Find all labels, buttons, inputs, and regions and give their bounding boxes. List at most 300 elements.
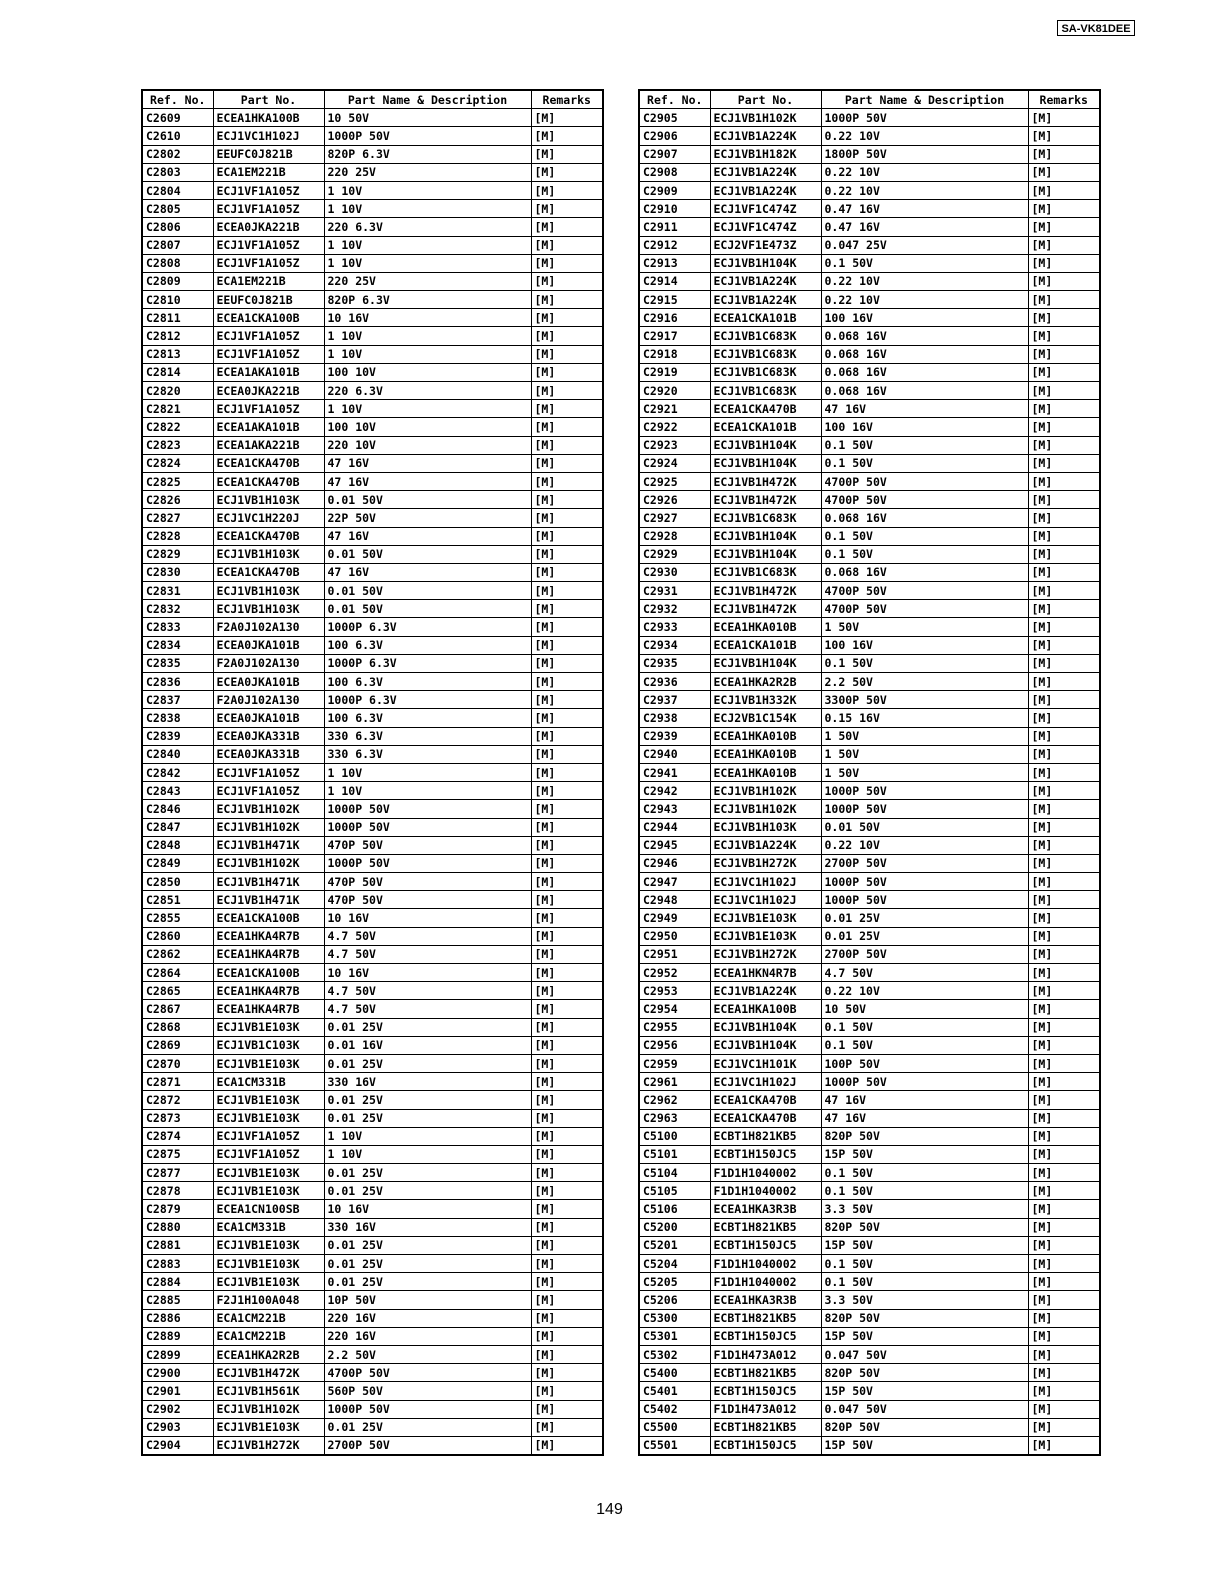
description-cell: 100 16V (821, 636, 1028, 654)
ref-no-cell: C2944 (639, 818, 710, 836)
remarks-cell: [M] (531, 1127, 603, 1145)
part-no-cell: ECJ1VB1H102K (710, 109, 821, 127)
remarks-cell: [M] (531, 1200, 603, 1218)
remarks-cell: [M] (531, 1345, 603, 1363)
part-no-cell: ECEA1CKA470B (213, 527, 324, 545)
part-no-cell: ECJ1VF1A105Z (213, 782, 324, 800)
description-cell: 10 16V (324, 1200, 531, 1218)
remarks-cell: [M] (531, 1364, 603, 1382)
part-no-cell: ECJ1VC1H102J (710, 1073, 821, 1091)
column-header-remarks: Remarks (1028, 90, 1100, 109)
description-cell: 100 6.3V (324, 673, 531, 691)
description-cell: 1 10V (324, 400, 531, 418)
description-cell: 1800P 50V (821, 145, 1028, 163)
part-no-cell: ECJ1VC1H102J (710, 891, 821, 909)
part-no-cell: ECJ1VB1H104K (710, 1018, 821, 1036)
remarks-cell: [M] (531, 109, 603, 127)
description-cell: 0.1 50V (821, 1018, 1028, 1036)
description-cell: 330 16V (324, 1073, 531, 1091)
part-no-cell: ECJ1VB1A224K (710, 127, 821, 145)
table-row (639, 181, 1100, 199)
ref-no-cell: C2826 (142, 491, 213, 509)
table-row (142, 1073, 603, 1091)
column-header-description: Part Name & Description (324, 90, 531, 109)
part-no-cell: ECEA1CKA470B (710, 400, 821, 418)
description-cell: 1000P 50V (821, 873, 1028, 891)
description-cell: 15P 50V (821, 1236, 1028, 1254)
ref-no-cell: C2868 (142, 1018, 213, 1036)
remarks-cell: [M] (1028, 1364, 1100, 1382)
description-cell: 10 16V (324, 309, 531, 327)
description-cell: 4700P 50V (324, 1364, 531, 1382)
description-cell: 0.1 50V (821, 527, 1028, 545)
table-row (142, 145, 603, 163)
description-cell: 4.7 50V (324, 1000, 531, 1018)
part-no-cell: ECJ1VB1H102K (213, 800, 324, 818)
description-cell: 100 10V (324, 363, 531, 381)
table-row (142, 200, 603, 218)
remarks-cell: [M] (1028, 272, 1100, 290)
part-no-cell: ECA1CM331B (213, 1073, 324, 1091)
remarks-cell: [M] (531, 727, 603, 745)
remarks-cell: [M] (1028, 109, 1100, 127)
table-row (142, 800, 603, 818)
part-no-cell: ECEA0JKA221B (213, 382, 324, 400)
remarks-cell: [M] (1028, 472, 1100, 490)
ref-no-cell: C2609 (142, 109, 213, 127)
table-row (639, 836, 1100, 854)
remarks-cell: [M] (531, 1109, 603, 1127)
remarks-cell: [M] (531, 254, 603, 272)
ref-no-cell: C2962 (639, 1091, 710, 1109)
table-row (639, 1436, 1100, 1455)
part-no-cell: ECA1CM331B (213, 1218, 324, 1236)
description-cell: 1000P 50V (821, 1073, 1028, 1091)
remarks-cell: [M] (1028, 454, 1100, 472)
table-row (639, 254, 1100, 272)
part-no-cell: F1D1H473A012 (710, 1345, 821, 1363)
description-cell: 0.01 50V (821, 818, 1028, 836)
table-row (142, 636, 603, 654)
part-no-cell: ECJ1VF1A105Z (213, 254, 324, 272)
table-row (639, 1073, 1100, 1091)
ref-no-cell: C2954 (639, 1000, 710, 1018)
ref-no-cell: C2931 (639, 582, 710, 600)
ref-no-cell: C2933 (639, 618, 710, 636)
ref-no-cell: C2846 (142, 800, 213, 818)
table-row (142, 1327, 603, 1345)
table-row (142, 1109, 603, 1127)
ref-no-cell: C2831 (142, 582, 213, 600)
table-row (142, 873, 603, 891)
ref-no-cell: C2911 (639, 218, 710, 236)
ref-no-cell: C2821 (142, 400, 213, 418)
table-row (639, 854, 1100, 872)
table-row (639, 454, 1100, 472)
description-cell: 47 16V (821, 1091, 1028, 1109)
remarks-cell: [M] (1028, 181, 1100, 199)
table-row (639, 818, 1100, 836)
part-no-cell: ECJ1VB1C683K (710, 327, 821, 345)
remarks-cell: [M] (1028, 763, 1100, 781)
part-no-cell: ECA1CM221B (213, 1327, 324, 1345)
description-cell: 820P 6.3V (324, 291, 531, 309)
table-row (639, 291, 1100, 309)
part-no-cell: ECJ1VB1C683K (710, 363, 821, 381)
part-no-cell: ECJ1VF1A105Z (213, 181, 324, 199)
part-no-cell: ECEA1CKA100B (213, 309, 324, 327)
ref-no-cell: C2886 (142, 1309, 213, 1327)
remarks-cell: [M] (531, 272, 603, 290)
remarks-cell: [M] (531, 1036, 603, 1054)
column-header-description: Part Name & Description (821, 90, 1028, 109)
description-cell: 3.3 50V (821, 1291, 1028, 1309)
table-row (142, 1345, 603, 1363)
part-no-cell: ECJ1VB1H272K (710, 945, 821, 963)
description-cell: 0.47 16V (821, 218, 1028, 236)
description-cell: 470P 50V (324, 836, 531, 854)
table-row (142, 563, 603, 581)
ref-no-cell: C2922 (639, 418, 710, 436)
remarks-cell: [M] (1028, 1200, 1100, 1218)
description-cell: 1 10V (324, 345, 531, 363)
table-row (639, 1400, 1100, 1418)
description-cell: 2700P 50V (821, 945, 1028, 963)
ref-no-cell: C2950 (639, 927, 710, 945)
description-cell: 0.1 50V (821, 654, 1028, 672)
ref-no-cell: C2867 (142, 1000, 213, 1018)
remarks-cell: [M] (1028, 1109, 1100, 1127)
remarks-cell: [M] (531, 1000, 603, 1018)
remarks-cell: [M] (531, 418, 603, 436)
ref-no-cell: C2920 (639, 382, 710, 400)
description-cell: 330 6.3V (324, 745, 531, 763)
part-no-cell: ECBT1H150JC5 (710, 1436, 821, 1455)
ref-no-cell: C2827 (142, 509, 213, 527)
remarks-cell: [M] (531, 945, 603, 963)
table-row (639, 145, 1100, 163)
remarks-cell: [M] (531, 745, 603, 763)
description-cell: 0.047 50V (821, 1400, 1028, 1418)
table-row (142, 654, 603, 672)
ref-no-cell: C2939 (639, 727, 710, 745)
ref-no-cell: C2837 (142, 691, 213, 709)
ref-no-cell: C2905 (639, 109, 710, 127)
description-cell: 4700P 50V (821, 600, 1028, 618)
ref-no-cell: C2830 (142, 563, 213, 581)
table-row (639, 727, 1100, 745)
remarks-cell: [M] (531, 363, 603, 381)
part-no-cell: ECJ1VB1C683K (710, 345, 821, 363)
description-cell: 15P 50V (821, 1327, 1028, 1345)
table-row (639, 418, 1100, 436)
part-no-cell: ECEA1CKA100B (213, 909, 324, 927)
ref-no-cell: C2881 (142, 1236, 213, 1254)
remarks-cell: [M] (1028, 654, 1100, 672)
table-row (639, 1273, 1100, 1291)
part-no-cell: ECJ1VB1E103K (213, 1164, 324, 1182)
ref-no-cell: C2889 (142, 1327, 213, 1345)
ref-no-cell: C5400 (639, 1364, 710, 1382)
description-cell: 15P 50V (821, 1436, 1028, 1455)
table-row (142, 491, 603, 509)
ref-no-cell: C2924 (639, 454, 710, 472)
ref-no-cell: C2901 (142, 1382, 213, 1400)
remarks-cell: [M] (1028, 127, 1100, 145)
part-no-cell: ECJ1VB1A224K (710, 163, 821, 181)
description-cell: 1 10V (324, 1127, 531, 1145)
table-row (639, 618, 1100, 636)
description-cell: 2.2 50V (821, 673, 1028, 691)
description-cell: 4.7 50V (324, 945, 531, 963)
table-row (639, 200, 1100, 218)
ref-no-cell: C5501 (639, 1436, 710, 1455)
table-row (639, 673, 1100, 691)
ref-no-cell: C2945 (639, 836, 710, 854)
part-no-cell: ECEA1CKA470B (213, 563, 324, 581)
ref-no-cell: C5402 (639, 1400, 710, 1418)
remarks-cell: [M] (1028, 200, 1100, 218)
remarks-cell: [M] (531, 200, 603, 218)
ref-no-cell: C2963 (639, 1109, 710, 1127)
remarks-cell: [M] (1028, 236, 1100, 254)
part-no-cell: ECEA1CN100SB (213, 1200, 324, 1218)
description-cell: 1 10V (324, 763, 531, 781)
table-row (639, 400, 1100, 418)
ref-no-cell: C2851 (142, 891, 213, 909)
remarks-cell: [M] (531, 1436, 603, 1455)
ref-no-cell: C5104 (639, 1164, 710, 1182)
description-cell: 1000P 50V (821, 891, 1028, 909)
ref-no-cell: C2929 (639, 545, 710, 563)
description-cell: 4700P 50V (821, 582, 1028, 600)
description-cell: 100 10V (324, 418, 531, 436)
description-cell: 4.7 50V (821, 964, 1028, 982)
remarks-cell: [M] (531, 709, 603, 727)
table-row (639, 472, 1100, 490)
description-cell: 1000P 50V (324, 1400, 531, 1418)
description-cell: 47 16V (324, 454, 531, 472)
description-cell: 1 10V (324, 181, 531, 199)
remarks-cell: [M] (1028, 982, 1100, 1000)
table-row (142, 1218, 603, 1236)
part-no-cell: ECJ2VF1E473Z (710, 236, 821, 254)
part-no-cell: ECJ1VB1E103K (710, 909, 821, 927)
description-cell: 0.22 10V (821, 291, 1028, 309)
description-cell: 1000P 50V (324, 127, 531, 145)
ref-no-cell: C2909 (639, 181, 710, 199)
part-no-cell: ECJ1VB1H472K (710, 600, 821, 618)
remarks-cell: [M] (531, 163, 603, 181)
table-row (142, 509, 603, 527)
part-no-cell: F1D1H1040002 (710, 1164, 821, 1182)
description-cell: 1000P 6.3V (324, 691, 531, 709)
table-row (639, 309, 1100, 327)
ref-no-cell: C2946 (639, 854, 710, 872)
ref-no-cell: C2952 (639, 964, 710, 982)
remarks-cell: [M] (1028, 1400, 1100, 1418)
description-cell: 0.22 10V (821, 272, 1028, 290)
table-row (142, 1309, 603, 1327)
part-no-cell: ECJ1VC1H220J (213, 509, 324, 527)
table-row (639, 491, 1100, 509)
description-cell: 1000P 50V (324, 800, 531, 818)
remarks-cell: [M] (1028, 782, 1100, 800)
ref-no-cell: C2877 (142, 1164, 213, 1182)
ref-no-cell: C2934 (639, 636, 710, 654)
part-no-cell: ECEA1HKA2R2B (213, 1345, 324, 1363)
remarks-cell: [M] (1028, 1273, 1100, 1291)
ref-no-cell: C2961 (639, 1073, 710, 1091)
part-no-cell: F1D1H473A012 (710, 1400, 821, 1418)
ref-no-cell: C2921 (639, 400, 710, 418)
table-row (142, 472, 603, 490)
part-no-cell: EEUFC0J821B (213, 291, 324, 309)
table-row (639, 600, 1100, 618)
description-cell: 100 6.3V (324, 636, 531, 654)
description-cell: 1 10V (324, 200, 531, 218)
description-cell: 0.01 25V (324, 1236, 531, 1254)
part-no-cell: ECJ1VB1C683K (710, 382, 821, 400)
part-no-cell: ECEA1HKA010B (710, 727, 821, 745)
part-no-cell: ECEA0JKA101B (213, 709, 324, 727)
ref-no-cell: C2956 (639, 1036, 710, 1054)
table-row (639, 327, 1100, 345)
description-cell: 220 6.3V (324, 218, 531, 236)
parts-table-left (141, 89, 604, 1456)
table-row (142, 618, 603, 636)
description-cell: 0.01 25V (324, 1054, 531, 1072)
table-row (142, 400, 603, 418)
table-row (142, 236, 603, 254)
table-row (142, 1164, 603, 1182)
table-row (639, 763, 1100, 781)
part-no-cell: ECBT1H821KB5 (710, 1218, 821, 1236)
description-cell: 0.1 50V (821, 1255, 1028, 1273)
remarks-cell: [M] (1028, 854, 1100, 872)
remarks-cell: [M] (1028, 818, 1100, 836)
ref-no-cell: C2802 (142, 145, 213, 163)
remarks-cell: [M] (531, 454, 603, 472)
table-row (639, 709, 1100, 727)
part-no-cell: ECJ1VB1H103K (213, 582, 324, 600)
part-no-cell: ECJ1VB1H472K (710, 491, 821, 509)
ref-no-cell: C2835 (142, 654, 213, 672)
remarks-cell: [M] (1028, 618, 1100, 636)
remarks-cell: [M] (1028, 800, 1100, 818)
description-cell: 0.068 16V (821, 382, 1028, 400)
description-cell: 330 6.3V (324, 727, 531, 745)
part-no-cell: ECJ1VB1H104K (710, 545, 821, 563)
ref-no-cell: C2926 (639, 491, 710, 509)
remarks-cell: [M] (1028, 400, 1100, 418)
table-row (639, 1218, 1100, 1236)
ref-no-cell: C2820 (142, 382, 213, 400)
remarks-cell: [M] (531, 1145, 603, 1163)
part-no-cell: ECJ1VB1H272K (213, 1436, 324, 1455)
ref-no-cell: C2941 (639, 763, 710, 781)
ref-no-cell: C2860 (142, 927, 213, 945)
table-row (142, 1200, 603, 1218)
table-row (639, 1255, 1100, 1273)
description-cell: 820P 50V (821, 1364, 1028, 1382)
table-row (639, 873, 1100, 891)
remarks-cell: [M] (531, 1236, 603, 1254)
ref-no-cell: C2930 (639, 563, 710, 581)
part-no-cell: F1D1H1040002 (710, 1273, 821, 1291)
part-no-cell: ECJ1VB1E103K (213, 1418, 324, 1436)
part-no-cell: ECJ1VB1H471K (213, 891, 324, 909)
table-row (142, 163, 603, 181)
table-row (142, 818, 603, 836)
part-no-cell: ECEA1HKA100B (710, 1000, 821, 1018)
description-cell: 330 16V (324, 1218, 531, 1236)
table-row (142, 709, 603, 727)
table-row (142, 1273, 603, 1291)
remarks-cell: [M] (1028, 1054, 1100, 1072)
part-no-cell: ECA1CM221B (213, 1309, 324, 1327)
ref-no-cell: C2840 (142, 745, 213, 763)
description-cell: 0.22 10V (821, 836, 1028, 854)
part-no-cell: ECBT1H150JC5 (710, 1236, 821, 1254)
part-no-cell: ECJ1VB1A224K (710, 181, 821, 199)
remarks-cell: [M] (531, 800, 603, 818)
remarks-cell: [M] (1028, 309, 1100, 327)
part-no-cell: ECJ1VB1H102K (213, 818, 324, 836)
remarks-cell: [M] (1028, 254, 1100, 272)
remarks-cell: [M] (1028, 582, 1100, 600)
description-cell: 2700P 50V (821, 854, 1028, 872)
ref-no-cell: C2812 (142, 327, 213, 345)
ref-no-cell: C2814 (142, 363, 213, 381)
description-cell: 0.1 50V (821, 1164, 1028, 1182)
table-row (142, 891, 603, 909)
part-no-cell: ECEA1CKA101B (710, 418, 821, 436)
ref-no-cell: C5100 (639, 1127, 710, 1145)
part-no-cell: ECJ1VB1E103K (213, 1109, 324, 1127)
remarks-cell: [M] (531, 382, 603, 400)
table-row (639, 1327, 1100, 1345)
ref-no-cell: C2919 (639, 363, 710, 381)
remarks-cell: [M] (1028, 327, 1100, 345)
part-no-cell: ECJ1VB1H561K (213, 1382, 324, 1400)
ref-no-cell: C2955 (639, 1018, 710, 1036)
table-row (639, 527, 1100, 545)
ref-no-cell: C2943 (639, 800, 710, 818)
remarks-cell: [M] (531, 1218, 603, 1236)
table-row (142, 363, 603, 381)
table-row (142, 527, 603, 545)
table-row (142, 109, 603, 127)
description-cell: 1 10V (324, 782, 531, 800)
table-row (142, 272, 603, 290)
part-no-cell: ECJ1VB1H472K (710, 472, 821, 490)
ref-no-cell: C2869 (142, 1036, 213, 1054)
ref-no-cell: C2940 (639, 745, 710, 763)
ref-no-cell: C5500 (639, 1418, 710, 1436)
ref-no-cell: C2828 (142, 527, 213, 545)
table-header-row (142, 90, 603, 109)
ref-no-cell: C2885 (142, 1291, 213, 1309)
description-cell: 10P 50V (324, 1291, 531, 1309)
part-no-cell: ECJ1VB1H103K (213, 545, 324, 563)
ref-no-cell: C2849 (142, 854, 213, 872)
remarks-cell: [M] (531, 1091, 603, 1109)
description-cell: 0.1 50V (821, 1036, 1028, 1054)
table-row (142, 1436, 603, 1455)
remarks-cell: [M] (531, 982, 603, 1000)
part-no-cell: ECEA1HKA010B (710, 745, 821, 763)
